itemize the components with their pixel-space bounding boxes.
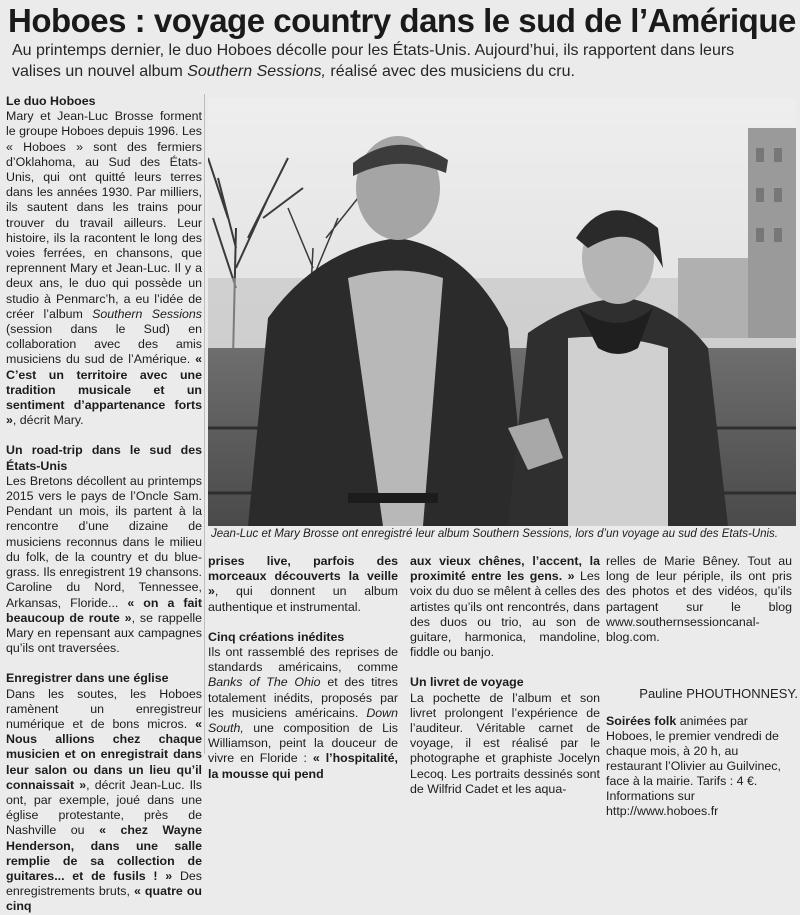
author-byline: Pauline PHOUTHONNESY. <box>639 686 798 701</box>
standfirst-album: Southern Sessions, <box>187 63 326 80</box>
paragraph-prises <box>208 554 398 615</box>
text: Dans les soutes, les Hoboes ramènent un enregistreur numérique et de bons micros. <box>6 686 202 731</box>
text: , qui donnent un album authentique et instrumental. <box>208 584 398 614</box>
paragraph-creations <box>208 645 398 782</box>
subhead-road-trip: Un road-trip dans le sud des États-Unis <box>6 443 202 473</box>
text: , décrit Jean-Luc. Ils ont, par exemple, joué dans une église protestante, près de Nashville ou <box>6 777 203 838</box>
quote: « Nous allions chez chaque musicien et on enregistrait dans leur salon ou dans un lieu qu’il connaissait » <box>6 716 202 792</box>
column-1 <box>6 94 202 915</box>
text: , se rappelle Mary en repensant aux campagnes qu’ils ont traversées. <box>6 610 202 656</box>
text: et des titres totalement inédits, proposés par les musiciens américains. <box>208 675 398 720</box>
subhead-livret: Un livret de voyage <box>410 675 524 690</box>
paragraph-road-trip <box>6 474 202 656</box>
paragraph-duo <box>6 109 202 428</box>
standfirst-text-2: réalisé avec des musiciens du cru. <box>325 63 575 80</box>
column-divider <box>204 94 205 754</box>
text: Mary et Jean-Luc Brosse forment le groupe Hoboes depuis 1996. Les « Hoboes » sont des fermiers d’Oklahoma, au Sud des États-Unis, qui ont quitté leurs terres dans les années 1930. Par milliers, ils sautent dans les trains pour trouver du travail ailleurs. Leur histoire, ils la racontent le long des voies ferrées, en chansons, que reprennent Mary et Jean-Luc. Il y a deux ans, le duo qui possède un studio à Penmarc’h, a eu l’idée de créer l’album <box>6 109 202 321</box>
text: Des enregistrements bruts, <box>6 868 202 899</box>
event-info <box>606 714 792 819</box>
event-info-text: animées par Hoboes, le premier vendredi de chaque mois, à 20 h, au restaurant l’Olivier au Guilvinec, face à la mairie. Tarifs : 4 €. Informations sur http://www.hoboes.fr <box>606 714 781 818</box>
song-title: Down South, <box>208 705 398 736</box>
column-3 <box>410 554 600 797</box>
text: Les voix du duo se mêlent à celles des artistes qu’ils ont rencontrés, dans des duos ou trio, au son de guitare, harmonica, mandoline, fiddle ou banjo. <box>410 569 601 660</box>
quote: « chez Wayne Henderson, dans une salle remplie de sa collection de guitares... et de fusils ! » <box>6 823 202 883</box>
quote: « l’hospitalité, la mousse qui pend <box>208 751 398 781</box>
paragraph-aquarelles: relles de Marie Bêney. Tout au long de leur périple, ils ont pris des photos et des vidéos, qu’ils partagent sur le blog www.southernsessioncanal-blog.com. <box>606 554 792 645</box>
article-photo <box>208 98 796 526</box>
text: une composition de Lis Williamson, peint la douceur de vivre en Floride : <box>208 721 398 766</box>
subhead-eglise: Enregistrer dans une église <box>6 671 169 686</box>
text: Ils ont rassemblé des reprises de standards américains, comme <box>208 645 398 675</box>
quote: « C’est un territoire avec une tradition musicale et un sentiment d’appartenance forts » <box>6 352 202 428</box>
standfirst <box>12 40 772 82</box>
standfirst-text-1: Au printemps dernier, le duo Hoboes décolle pour les États-Unis. Aujourd’hui, ils rapportent dans leurs valises un nouvel album <box>12 42 735 80</box>
paragraph-eglise <box>6 687 202 915</box>
column-4 <box>606 554 792 645</box>
album-title: Southern Sessions <box>92 306 202 321</box>
text: Les Bretons décollent au printemps 2015 vers le pays de l’Oncle Sam. Pendant un mois, ils partent à la rencontre d’une dizaine de musiciens reconnus dans le milieu du folk, de la country et du blue-grass. Ils enregistrent 19 chansons. Caroline du Nord, Tennessee, Arkansas, Floride... <box>6 473 202 610</box>
photo-caption: Jean-Luc et Mary Brosse ont enregistré leur album Southern Sessions, lors d’un voyage au sud des États-Unis. <box>211 528 778 540</box>
quote: prises live, parfois des morceaux découverts la veille » <box>208 554 398 599</box>
event-info-title: Soirées folk <box>606 714 677 728</box>
song-title: Banks of The Ohio <box>208 675 321 690</box>
subhead-creations: Cinq créations inédites <box>208 629 345 644</box>
quote: « on a fait beaucoup de route » <box>6 595 202 625</box>
text: (session dans le Sud) en collaboration avec des amis musiciens du sud de l’Amérique. <box>6 322 202 367</box>
text: , décrit Mary. <box>12 413 84 428</box>
paragraph-voix <box>410 554 600 660</box>
quote: aux vieux chênes, l’accent, la proximité entre les gens. » <box>410 554 600 584</box>
paragraph-livret: La pochette de l’album et son livret prolongent l’expérience de l’auditeur. Véritable carnet de voyage, il est réalisé par le photographe et graphiste Jocelyn Lecoq. Les portraits dessinés sont de Wilfrid Cadet et les aqua- <box>410 690 600 796</box>
headline: Hoboes : voyage country dans le sud de l’Amérique <box>8 2 796 39</box>
subhead-duo: Le duo Hoboes <box>6 94 96 108</box>
column-2 <box>208 554 398 782</box>
quote: « quatre ou cinq <box>6 884 202 914</box>
